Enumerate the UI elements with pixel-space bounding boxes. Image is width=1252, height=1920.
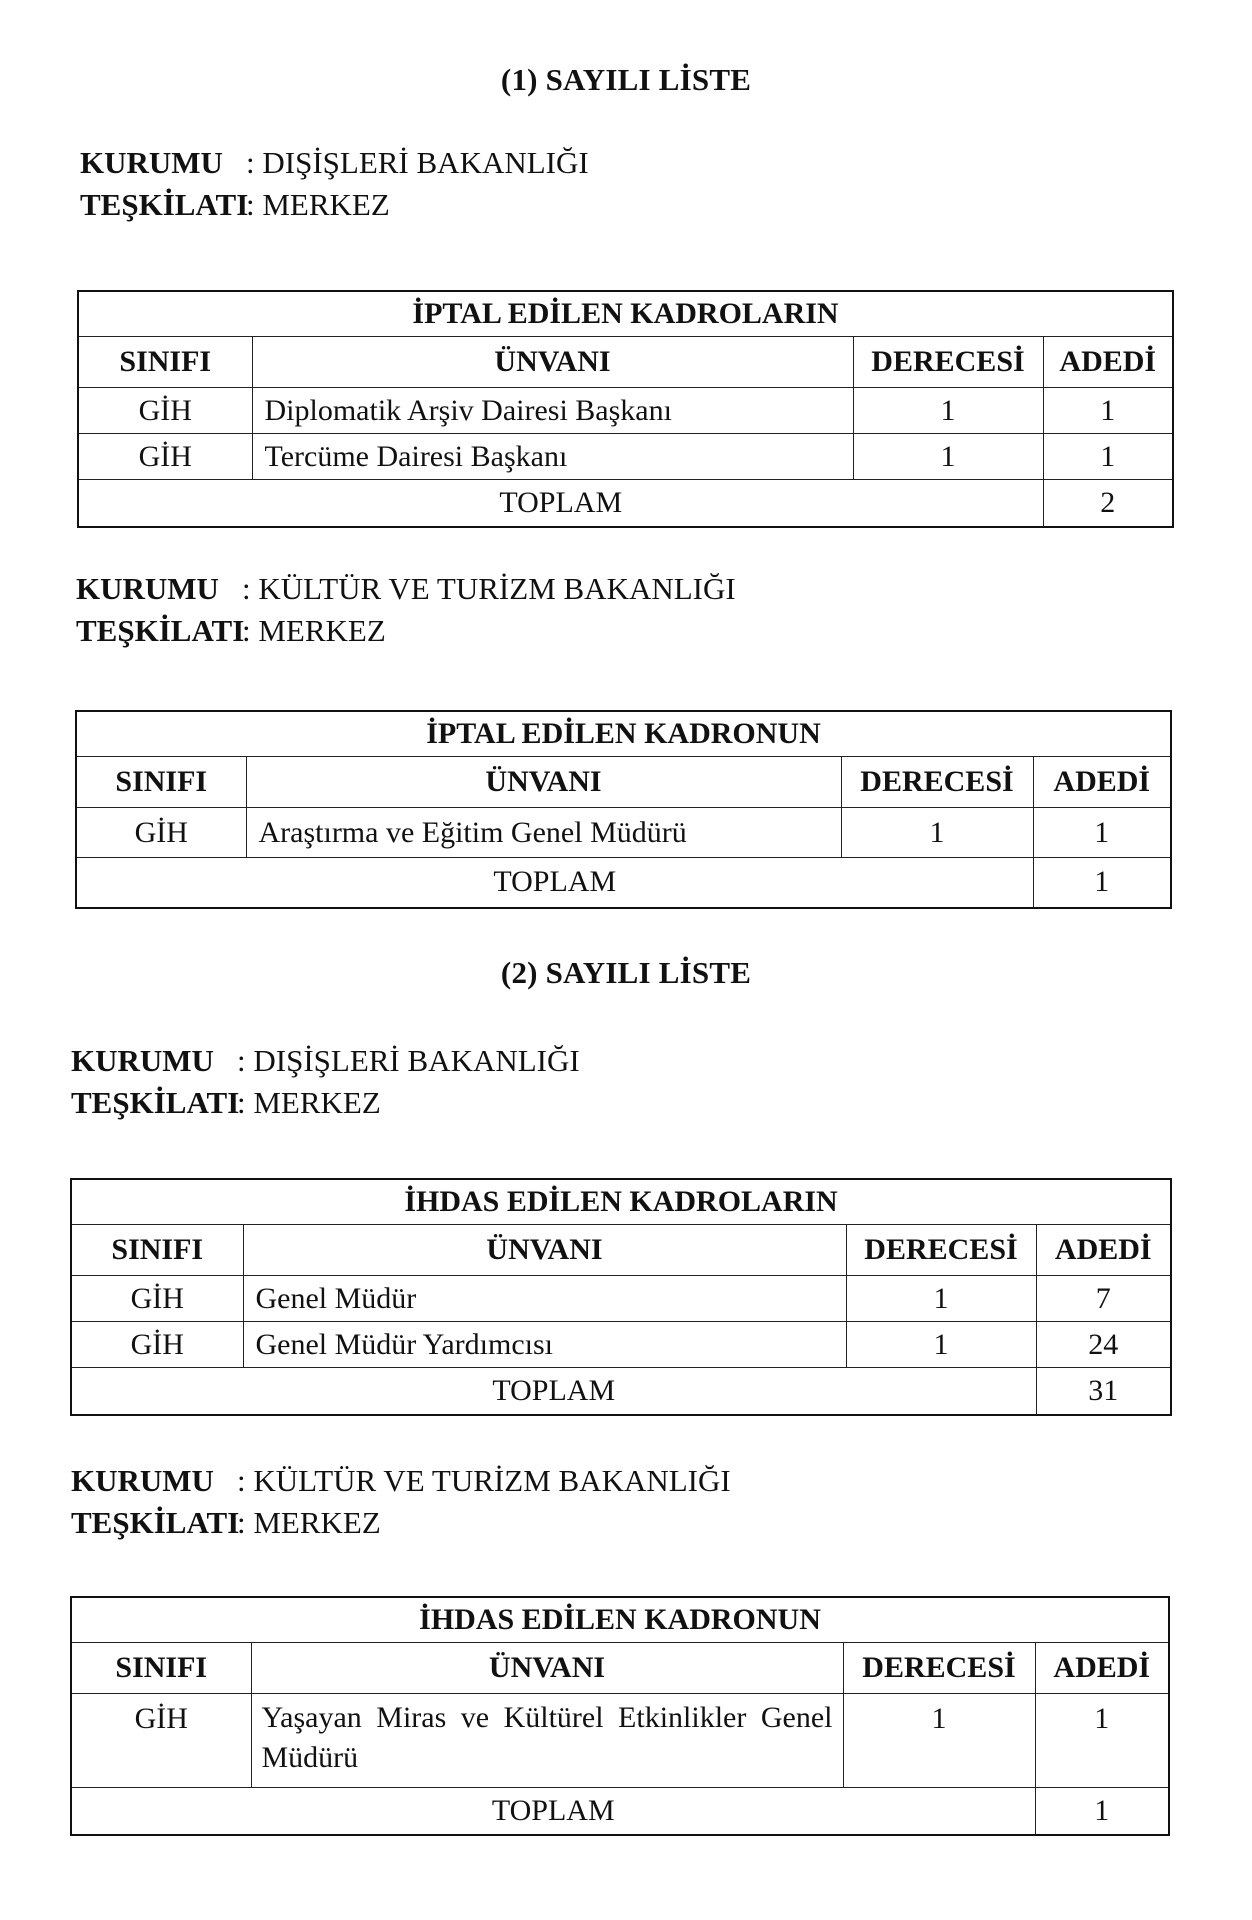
table-title: İPTAL EDİLEN KADRONUN: [76, 711, 1171, 757]
total-label: TOPLAM: [76, 858, 1033, 908]
header-unvani: ÜNVANI: [243, 1225, 846, 1276]
cell-sinifi: GİH: [71, 1322, 243, 1368]
header-derecesi: DERECESİ: [841, 757, 1033, 808]
teskilati-label: TEŞKİLATI: [71, 1085, 240, 1120]
cell-adedi: 1: [1035, 1694, 1169, 1788]
total-value: 2: [1043, 480, 1173, 528]
header-derecesi: DERECESİ: [853, 337, 1043, 388]
kurumu-value: : DIŞİŞLERİ BAKANLIĞI: [246, 145, 589, 180]
cell-derecesi: 1: [846, 1322, 1036, 1368]
teskilati-value: : MERKEZ: [246, 187, 390, 222]
cell-derecesi: 1: [841, 808, 1033, 858]
kurumu-value: : KÜLTÜR VE TURİZM BAKANLIĞI: [237, 1463, 731, 1498]
cell-sinifi: GİH: [71, 1694, 251, 1788]
cell-derecesi: 1: [853, 434, 1043, 480]
table-row: [71, 1322, 1171, 1368]
table-row: [78, 434, 1173, 480]
header-unvani: ÜNVANI: [251, 1643, 843, 1694]
section-meta: [71, 1040, 580, 1124]
cell-adedi: 1: [1043, 434, 1173, 480]
header-adedi: ADEDİ: [1036, 1225, 1171, 1276]
kurumu-value: : KÜLTÜR VE TURİZM BAKANLIĞI: [242, 571, 736, 606]
cell-sinifi: GİH: [71, 1276, 243, 1322]
teskilati-label: TEŞKİLATI: [80, 187, 249, 222]
cell-sinifi: GİH: [78, 388, 252, 434]
total-row: [76, 858, 1171, 908]
cell-adedi: 24: [1036, 1322, 1171, 1368]
cell-sinifi: GİH: [76, 808, 246, 858]
table-title: İHDAS EDİLEN KADRONUN: [71, 1597, 1169, 1643]
header-adedi: ADEDİ: [1033, 757, 1171, 808]
cell-derecesi: 1: [853, 388, 1043, 434]
header-derecesi: DERECESİ: [843, 1643, 1035, 1694]
kadro-table: [70, 1596, 1170, 1836]
cell-unvani: Tercüme Dairesi Başkanı: [252, 434, 853, 480]
table-title: İHDAS EDİLEN KADROLARIN: [71, 1179, 1171, 1225]
teskilati-label: TEŞKİLATI: [76, 613, 245, 648]
total-row: [71, 1368, 1171, 1416]
list1-title: (1) SAYILI LİSTE: [500, 62, 752, 97]
header-unvani: ÜNVANI: [252, 337, 853, 388]
header-sinifi: SINIFI: [71, 1225, 243, 1276]
cell-unvani: Yaşayan Miras ve Kültürel Etkinlikler Genel Müdürü: [251, 1694, 843, 1788]
cell-derecesi: 1: [843, 1694, 1035, 1788]
total-value: 31: [1036, 1368, 1171, 1416]
list2-title: (2) SAYILI LİSTE: [500, 955, 752, 990]
section-meta: [71, 1460, 731, 1544]
kadro-table: [75, 710, 1172, 909]
kurumu-label: KURUMU: [71, 1463, 214, 1498]
header-sinifi: SINIFI: [71, 1643, 251, 1694]
table-row: [71, 1694, 1169, 1788]
header-derecesi: DERECESİ: [846, 1225, 1036, 1276]
teskilati-value: : MERKEZ: [242, 613, 386, 648]
table-row: [71, 1276, 1171, 1322]
cell-unvani: Genel Müdür Yardımcısı: [243, 1322, 846, 1368]
cell-unvani: Genel Müdür: [243, 1276, 846, 1322]
total-label: TOPLAM: [78, 480, 1043, 528]
section-meta: [76, 568, 736, 652]
teskilati-value: : MERKEZ: [237, 1085, 381, 1120]
total-row: [78, 480, 1173, 528]
cell-adedi: 1: [1033, 808, 1171, 858]
header-sinifi: SINIFI: [76, 757, 246, 808]
kurumu-label: KURUMU: [76, 571, 219, 606]
total-label: TOPLAM: [71, 1368, 1036, 1416]
table-row: [78, 388, 1173, 434]
cell-sinifi: GİH: [78, 434, 252, 480]
cell-adedi: 7: [1036, 1276, 1171, 1322]
kadro-table: [77, 290, 1174, 528]
total-label: TOPLAM: [71, 1788, 1035, 1836]
header-adedi: ADEDİ: [1043, 337, 1173, 388]
kurumu-label: KURUMU: [80, 145, 223, 180]
header-unvani: ÜNVANI: [246, 757, 841, 808]
kurumu-value: : DIŞİŞLERİ BAKANLIĞI: [237, 1043, 580, 1078]
cell-unvani: Araştırma ve Eğitim Genel Müdürü: [246, 808, 841, 858]
cell-unvani: Diplomatik Arşiv Dairesi Başkanı: [252, 388, 853, 434]
table-row: [76, 808, 1171, 858]
total-row: [71, 1788, 1169, 1836]
cell-derecesi: 1: [846, 1276, 1036, 1322]
kadro-table: [70, 1178, 1172, 1416]
header-sinifi: SINIFI: [78, 337, 252, 388]
total-value: 1: [1035, 1788, 1169, 1836]
table-title: İPTAL EDİLEN KADROLARIN: [78, 291, 1173, 337]
teskilati-value: : MERKEZ: [237, 1505, 381, 1540]
total-value: 1: [1033, 858, 1171, 908]
section-meta: [80, 142, 589, 226]
cell-adedi: 1: [1043, 388, 1173, 434]
header-adedi: ADEDİ: [1035, 1643, 1169, 1694]
kurumu-label: KURUMU: [71, 1043, 214, 1078]
teskilati-label: TEŞKİLATI: [71, 1505, 240, 1540]
